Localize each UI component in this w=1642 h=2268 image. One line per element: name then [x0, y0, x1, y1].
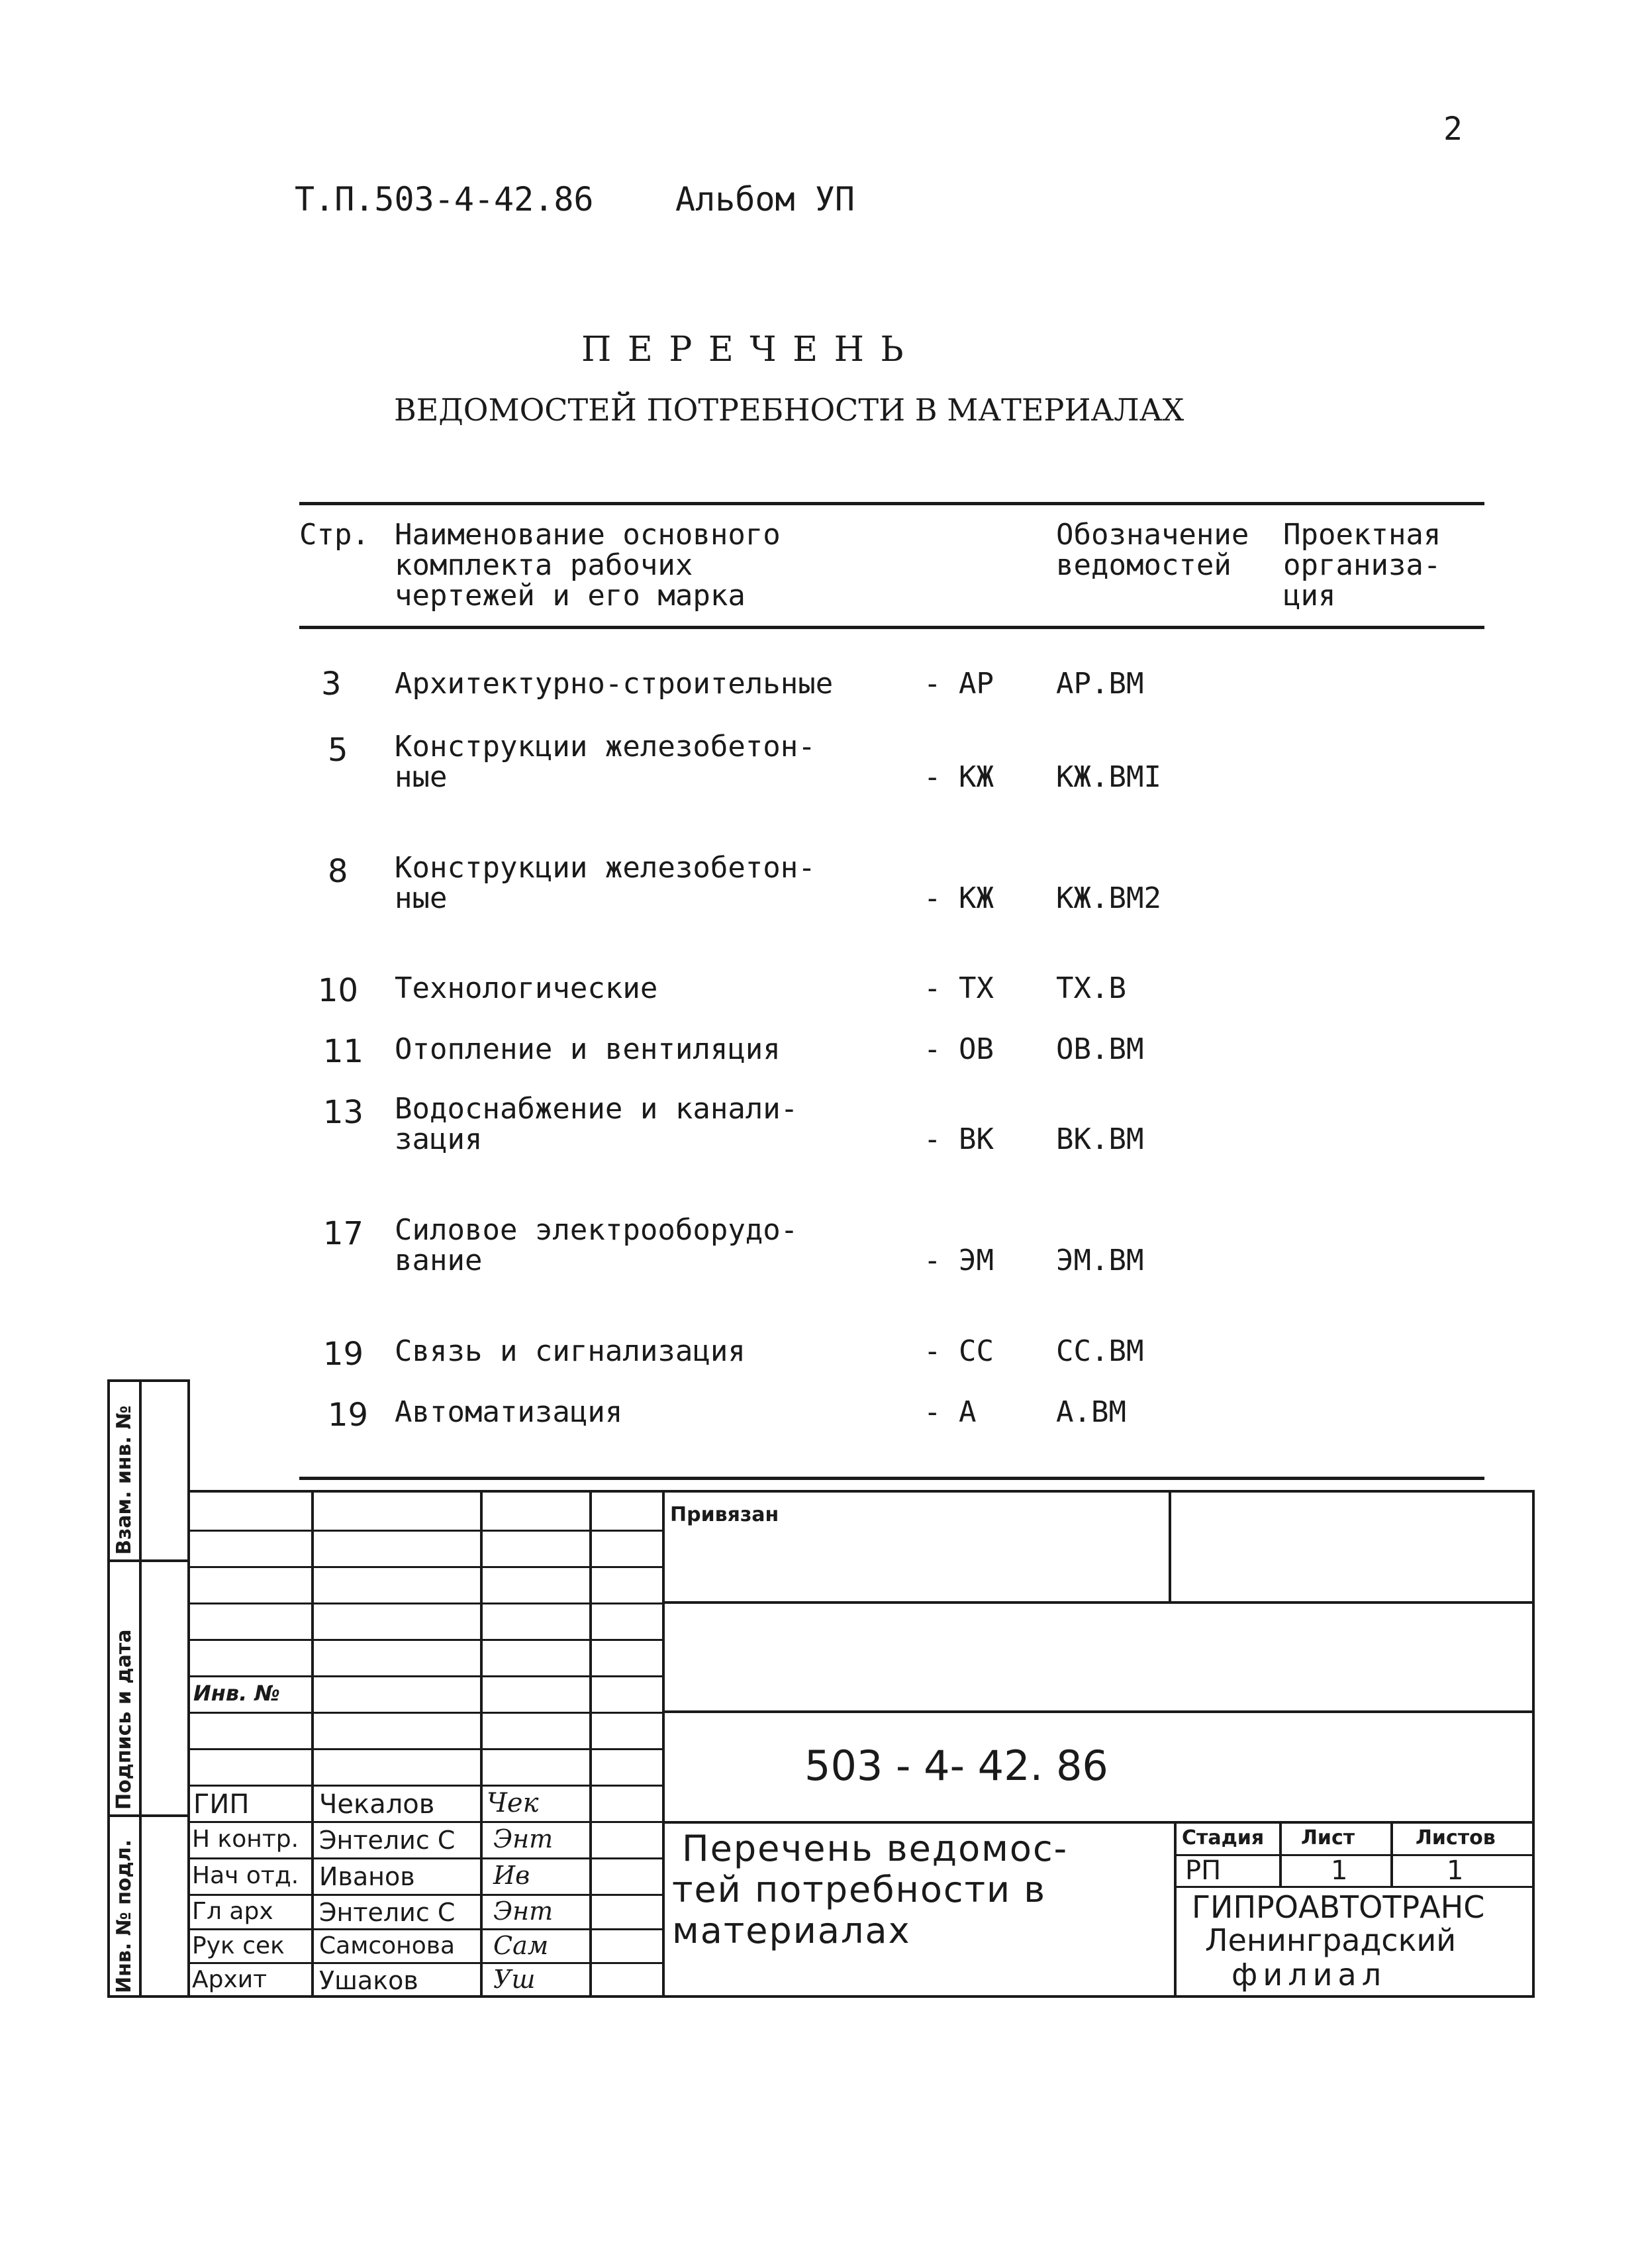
- album-label: Альбом УП: [675, 180, 855, 219]
- table-top-rule: [299, 502, 1484, 505]
- stage-h1: [1174, 1854, 1533, 1856]
- row-designation: СС.ВМ: [1056, 1334, 1144, 1368]
- header-designation-2: ведомостей: [1056, 548, 1232, 582]
- row-name-line1: Водоснабжение и канали-: [395, 1092, 798, 1126]
- side-div-2: [107, 1814, 189, 1817]
- row-designation: ВК.ВМ: [1056, 1122, 1144, 1156]
- header-name-2: комплекта рабочих: [395, 548, 693, 582]
- row-name-line1: Архитектурно-строительные: [395, 667, 834, 701]
- person-role: Рук сек: [192, 1932, 285, 1959]
- row-page: 8: [328, 853, 348, 890]
- person-name: Иванов: [319, 1862, 415, 1891]
- row-page: 19: [323, 1336, 364, 1373]
- org-line3: филиал: [1232, 1957, 1387, 1993]
- side-label-podpis: Подпись и дата: [113, 1629, 136, 1810]
- header-org-3: ция: [1283, 579, 1336, 613]
- grid-h: [187, 1748, 663, 1750]
- grid-h: [187, 1639, 663, 1641]
- page-number: 2: [1443, 111, 1463, 148]
- table-header-rule: [299, 626, 1484, 629]
- grid-h: [187, 1675, 663, 1677]
- row-mark: - ВК: [924, 1122, 994, 1156]
- person-role: Нач отд.: [192, 1862, 299, 1889]
- row-name-line1: Конструкции железобетон-: [395, 851, 816, 885]
- person-signature: Уш: [493, 1965, 536, 1994]
- stage-v2: [1390, 1821, 1393, 1887]
- side-div-1: [107, 1559, 189, 1562]
- stamp-bottom: [107, 1995, 1535, 1998]
- person-name: Ушаков: [319, 1966, 418, 1995]
- privyazan-div: [1169, 1490, 1171, 1602]
- row-page: 10: [318, 972, 359, 1009]
- header-org-1: Проектная: [1283, 518, 1441, 552]
- row-page: 11: [323, 1033, 364, 1070]
- row-page: 3: [321, 666, 342, 703]
- doc-code: Т.П.503-4-42.86: [295, 180, 594, 219]
- side-top: [107, 1379, 189, 1382]
- row-designation: АР.ВМ: [1056, 667, 1144, 701]
- right-div-3: [662, 1821, 1533, 1824]
- row-name-line2: зация: [395, 1122, 483, 1156]
- right-div-1: [662, 1601, 1533, 1604]
- sheet-header: Лист: [1301, 1826, 1355, 1849]
- side-border-mid: [139, 1379, 142, 1997]
- row-name-line1: Силовое электрооборудо-: [395, 1213, 798, 1247]
- page-subtitle: ВЕДОМОСТЕЙ ПОТРЕБНОСТИ В МАТЕРИАЛАХ: [394, 392, 1184, 428]
- grid-h: [187, 1602, 663, 1604]
- side-label-vzam: Взам. инв. №: [113, 1405, 136, 1555]
- row-page: 17: [323, 1215, 364, 1252]
- row-mark: - СС: [924, 1334, 994, 1368]
- person-name: Энтелис С: [319, 1826, 456, 1855]
- person-role: Архит: [192, 1966, 267, 1993]
- person-name: Энтелис С: [319, 1898, 456, 1927]
- row-mark: - ОВ: [924, 1032, 994, 1066]
- grid-h: [187, 1894, 663, 1896]
- row-mark: - А: [924, 1395, 977, 1429]
- stage-box-left: [1174, 1821, 1177, 1997]
- side-border-right: [187, 1379, 190, 1997]
- grid-h: [187, 1785, 663, 1787]
- row-name-line2: вание: [395, 1244, 483, 1277]
- stage-value: РП: [1185, 1855, 1222, 1886]
- person-role: ГИП: [193, 1789, 250, 1820]
- row-name-line1: Отопление и вентиляция: [395, 1032, 781, 1066]
- row-mark: - КЖ: [924, 881, 994, 915]
- doc-title-line2: тей потребности в: [672, 1869, 1047, 1910]
- privyazan-label: Привязан: [670, 1503, 779, 1526]
- row-designation: ОВ.ВМ: [1056, 1032, 1144, 1066]
- person-role: Н контр.: [192, 1826, 299, 1853]
- row-name-line2: ные: [395, 881, 448, 915]
- person-name: Самсонова: [319, 1932, 456, 1959]
- row-page: 5: [328, 732, 348, 769]
- sheet-value: 1: [1331, 1855, 1348, 1886]
- row-designation: КЖ.ВМ2: [1056, 881, 1161, 915]
- stage-header: Стадия: [1182, 1826, 1265, 1849]
- row-name-line1: Конструкции железобетон-: [395, 730, 816, 764]
- page-title: П Е Р Е Ч Е Н Ь: [581, 330, 906, 370]
- grid-h: [187, 1962, 663, 1964]
- row-page: 19: [328, 1397, 369, 1434]
- grid-h: [187, 1712, 663, 1714]
- person-name: Чекалов: [319, 1789, 435, 1820]
- grid-h: [187, 1566, 663, 1568]
- grid-h: [187, 1857, 663, 1859]
- stage-v1: [1279, 1821, 1282, 1887]
- person-signature: Энт: [493, 1824, 554, 1853]
- header-designation-1: Обозначение: [1056, 518, 1249, 552]
- row-designation: ЭМ.ВМ: [1056, 1244, 1144, 1277]
- right-div-2: [662, 1710, 1533, 1713]
- stamp-right: [1532, 1490, 1535, 1997]
- header-name-3: чертежей и его марка: [395, 579, 746, 613]
- header-name-1: Наименование основного: [395, 518, 781, 552]
- doc-title-line3: материалах: [672, 1910, 911, 1951]
- row-name-line1: Технологические: [395, 971, 658, 1005]
- header-page: Стр.: [299, 518, 369, 552]
- table-bottom-rule: [299, 1477, 1484, 1480]
- stage-h2: [1174, 1886, 1533, 1888]
- side-border-left: [107, 1379, 110, 1997]
- row-name-line1: Автоматизация: [395, 1395, 623, 1429]
- person-role: Гл арх: [192, 1898, 273, 1925]
- person-signature: Чек: [487, 1788, 539, 1818]
- org-line1: ГИПРОАВТОТРАНС: [1192, 1889, 1485, 1925]
- person-signature: Энт: [493, 1897, 554, 1926]
- row-mark: - ЭМ: [924, 1244, 994, 1277]
- row-mark: - КЖ: [924, 760, 994, 794]
- org-line2: Ленинградский: [1205, 1922, 1457, 1958]
- stamp-top: [187, 1490, 1535, 1493]
- row-designation: КЖ.ВМI: [1056, 760, 1161, 794]
- doc-number: 503 - 4- 42. 86: [804, 1742, 1108, 1790]
- grid-h: [187, 1821, 663, 1823]
- row-page: 13: [323, 1094, 364, 1131]
- inv-no-label: Инв. №: [193, 1681, 280, 1706]
- header-org-2: организа-: [1283, 548, 1441, 582]
- row-mark: - АР: [924, 667, 994, 701]
- row-designation: ТХ.В: [1056, 971, 1126, 1005]
- grid-h: [187, 1928, 663, 1930]
- row-name-line2: ные: [395, 760, 448, 794]
- row-name-line1: Связь и сигнализация: [395, 1334, 746, 1368]
- person-signature: Сам: [493, 1931, 549, 1960]
- person-signature: Ив: [493, 1861, 530, 1890]
- side-label-inv: Инв. № подл.: [113, 1839, 136, 1993]
- grid-h: [187, 1530, 663, 1532]
- sheets-header: Листов: [1416, 1826, 1496, 1849]
- row-mark: - ТХ: [924, 971, 994, 1005]
- row-designation: А.ВМ: [1056, 1395, 1126, 1429]
- sheets-value: 1: [1447, 1855, 1464, 1886]
- doc-title-line1: Перечень ведомос-: [682, 1828, 1069, 1869]
